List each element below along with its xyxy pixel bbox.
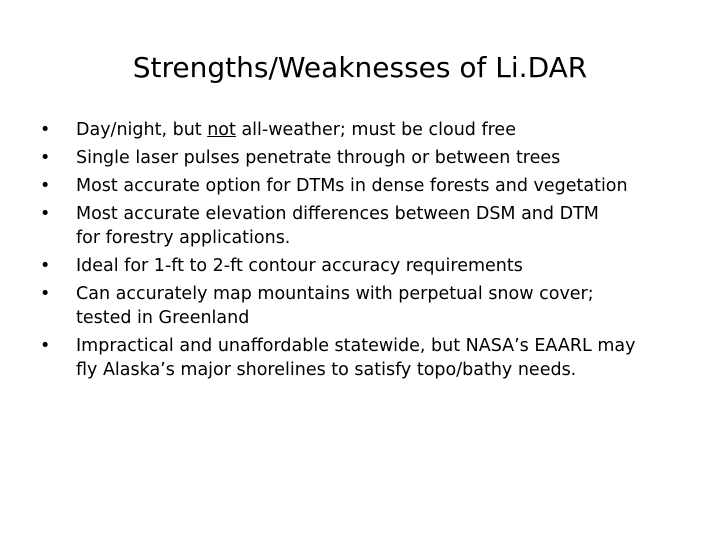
bullet-line: Ideal for 1-ft to 2-ft contour accuracy requirements <box>76 256 523 276</box>
bullet-dot-icon: • <box>40 176 51 196</box>
bullet-item <box>40 334 700 382</box>
bullet-dot-icon: • <box>40 284 51 304</box>
bullet-line <box>76 118 700 142</box>
bullet-text: all-weather; must be cloud free <box>235 120 516 140</box>
bullet-item <box>40 118 700 142</box>
bullet-dot-icon: • <box>40 204 51 224</box>
bullet-text: Day/night, but <box>76 120 208 140</box>
bullet-list <box>40 118 700 386</box>
bullet-line: Impractical and unaffordable statewide, but NASA’s EAARL may <box>76 336 636 356</box>
slide-title: Strengths/Weaknesses of Li.DAR <box>132 51 588 84</box>
bullet-line: fly Alaska’s major shorelines to satisfy topo/bathy needs. <box>76 360 577 380</box>
bullet-item <box>40 202 700 250</box>
bullet-line: Single laser pulses penetrate through or between trees <box>76 148 561 168</box>
bullet-dot-icon: • <box>40 120 51 140</box>
bullet-line: Most accurate option for DTMs in dense forests and vegetation <box>76 176 628 196</box>
bullet-dot-icon: • <box>40 148 51 168</box>
bullet-item <box>40 174 700 198</box>
bullet-line: tested in Greenland <box>76 308 250 328</box>
bullet-line: Most accurate elevation differences between DSM and DTM <box>76 204 599 224</box>
bullet-dot-icon: • <box>40 336 51 356</box>
bullet-item <box>40 282 700 330</box>
bullet-dot-icon: • <box>40 256 51 276</box>
bullet-item <box>40 254 700 278</box>
underlined-word: not <box>207 120 236 140</box>
bullet-item <box>40 146 700 170</box>
bullet-line: Can accurately map mountains with perpetual snow cover; <box>76 284 594 304</box>
bullet-line: for forestry applications. <box>76 228 291 248</box>
